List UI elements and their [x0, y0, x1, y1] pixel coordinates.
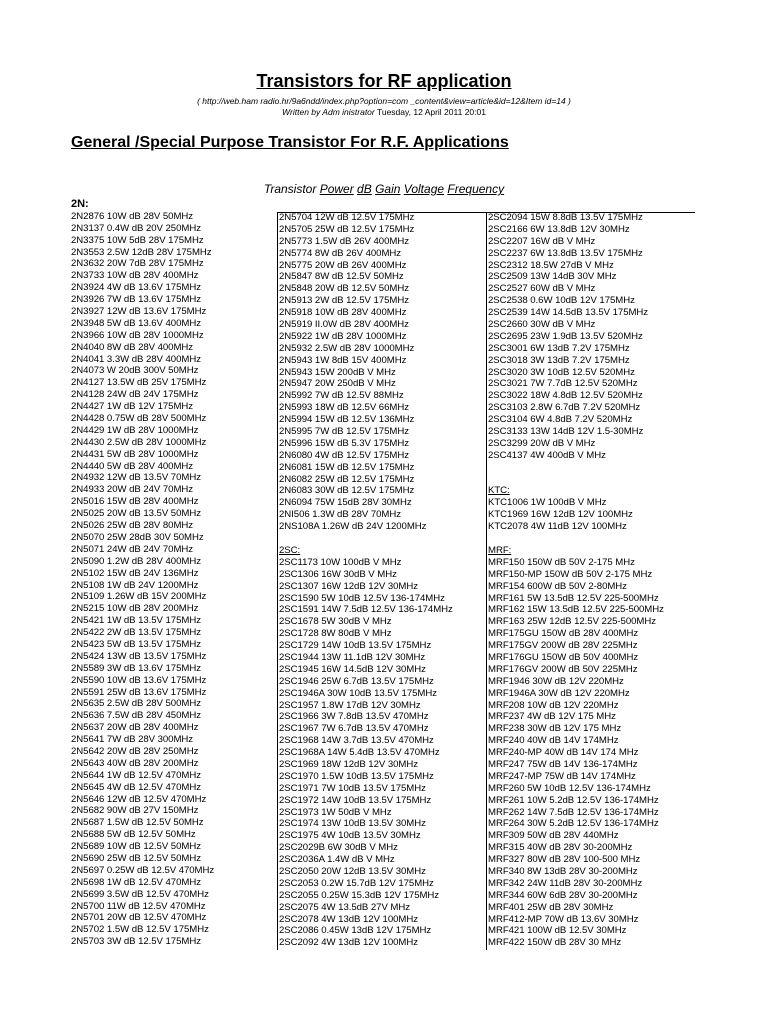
transistor-entry: 2N5645 4W dB 12.5V 470MHz [71, 781, 201, 793]
blank-line [488, 474, 664, 486]
transistor-entry: MRF261 10W 5.2dB 12.5V 136-174MHz [488, 794, 659, 806]
transistor-entry: 2N5682 90W dB 27V 150MHz [71, 805, 199, 817]
transistor-entry: 2N5943 1W 8dB 15V 400MHz [279, 354, 407, 366]
transistor-entry: 2SC3299 20W dB V MHz [488, 437, 596, 449]
transistor-entry: MRF162 15W 13.5dB 12.5V 225-500MHz [488, 604, 664, 616]
transistor-entry: MRF327 80W dB 28V 100-500 MHz [488, 854, 641, 866]
transistor-entry: MRF238 30W dB 12V 175 MHz [488, 723, 622, 735]
transistor-entry: 2SC1974 13W 10dB 13.5V 30MHz [279, 818, 426, 830]
byline-date: Tuesday, 12 April 2011 20:01 [376, 107, 486, 117]
transistor-entry: 2SC1966 3W 7.8dB 13.5V 470MHz [279, 711, 429, 723]
transistor-entry: 2SC2509 13W 14dB 30V MHz [488, 271, 617, 283]
transistor-entry: MRF1946 30W dB 12V 220MHz [488, 675, 624, 687]
blank-line [279, 533, 453, 545]
transistor-entry: MRF309 50W dB 28V 440MHz [488, 830, 619, 842]
transistor-entry: MRF208 10W dB 12V 220MHz [488, 699, 619, 711]
transistor-entry: 2SC2075 4W 13.5dB 27V MHz [279, 901, 411, 913]
transistor-entry: 2SC2055 0.25W 15.3dB 12V 175MHz [279, 889, 440, 901]
transistor-entry: 2N5071 24W dB 24V 70MHz [71, 543, 194, 555]
transistor-entry: 2N5026 25W dB 28V 80MHz [71, 520, 194, 532]
group-heading: 2SC: [279, 544, 301, 556]
transistor-entry: KTC2078 4W 11dB 12V 100MHz [488, 521, 627, 533]
group-heading: MRF: [488, 544, 512, 556]
transistor-entry: 2N5773 1.5W dB 26V 400MHz [279, 235, 409, 247]
transistor-entry: 2N5090 1.2W dB 28V 400MHz [71, 555, 201, 567]
transistor-entry: 2SC1729 14W 10dB 13.5V 175MHz [279, 640, 432, 652]
blank-line [488, 533, 664, 545]
transistor-entry: 2N5643 40W dB 28V 200MHz [71, 757, 199, 769]
transistor-entry: MRF260 5W 10dB 12.5V 136-174MHz [488, 782, 651, 794]
transistor-entry: 2N4429 1W dB 28V 1000MHz [71, 424, 199, 436]
transistor-entry: 2NS108A 1.26W dB 24V 1200MHz [279, 521, 427, 533]
transistor-entry: 2N5591 25W dB 13.6V 175MHz [71, 686, 207, 698]
transistor-entry: 2SC2036A 1.4W dB V MHz [279, 854, 395, 866]
transistor-entry: 2N5699 3.5W dB 12.5V 470MHz [71, 888, 209, 900]
transistor-entry: 2N5109 1.26W dB 15V 200MHz [71, 591, 207, 603]
transistor-entry: 2SC2660 30W dB V MHz [488, 319, 596, 331]
transistor-entry: 2SC3021 7W 7.7dB 12.5V 520MHz [488, 378, 638, 390]
transistor-entry: MRF237 4W dB 12V 175 MHz [488, 711, 616, 723]
transistor-entry: 2N5922 1W dB 28V 1000MHz [279, 330, 407, 342]
transistor-entry: 2N3927 12W dB 13.6V 175MHz [71, 306, 207, 318]
transistor-entry: 2N5687 1.5W dB 12.5V 50MHz [71, 817, 204, 829]
transistor-entry: 2N4427 1W dB 12V 175MHz [71, 401, 194, 413]
transistor-entry: 2SC3020 3W 10dB 12.5V 520MHz [488, 366, 635, 378]
transistor-entry: 2SC1969 18W 12dB 12V 30MHz [279, 758, 418, 770]
transistor-entry: 2SC2053 0.2W 15.7dB 12V 175MHz [279, 877, 434, 889]
transistor-entry: 2SC2094 15W 8.8dB 13.5V 175MHz [488, 212, 643, 223]
transistor-entry: 2SC2029B 6W 30dB V MHz [279, 842, 398, 854]
transistor-entry: 2SC1945 16W 14.5dB 12V 30MHz [279, 663, 426, 675]
transistor-entry: 2SC1970 1.5W 10dB 13.5V 175MHz [279, 770, 434, 782]
transistor-entry: 2SC1678 5W 30dB V MHz [279, 616, 392, 628]
transistor-entry: MRF247-MP 75W dB 14V 174MHz [488, 770, 636, 782]
transistor-entry: 2N5025 20W dB 13.5V 50MHz [71, 508, 201, 520]
transistor-entry: 2N5215 10W dB 28V 200MHz [71, 603, 199, 615]
transistor-entry: 2N5848 20W dB 12.5V 50MHz [279, 283, 409, 295]
transistor-entry: 2N3733 10W dB 28V 400MHz [71, 270, 199, 282]
transistor-entry: 2N5102 15W dB 24V 136MHz [71, 567, 199, 579]
transistor-entry: MRF342 24W 11dB 28V 30-200MHz [488, 877, 643, 889]
transistor-entry: 2N5689 10W dB 12.5V 50MHz [71, 841, 201, 853]
transistor-entry: 2SC1173 10W 100dB V MHz [279, 556, 402, 568]
transistor-entry: 2N5070 25W 28dB 30V 50MHz [71, 531, 204, 543]
transistor-entry: 2N5589 3W dB 13.6V 175MHz [71, 662, 201, 674]
transistor-entry: 2SC1973 1W 50dB V MHz [279, 806, 392, 818]
transistor-entry: 2N5422 2W dB 13.5V 175MHz [71, 627, 201, 639]
transistor-entry: 2SC2312 18.5W 27dB V MHz [488, 259, 614, 271]
group-heading: KTC: [488, 485, 510, 497]
transistor-entry: KTC1969 16W 12dB 12V 100MHz [488, 509, 633, 521]
transistor-entry: 2N4127 13.5W dB 25V 175MHz [71, 377, 207, 389]
transistor-entry: 2N5700 11W dB 12.5V 470MHz [71, 900, 206, 912]
transistor-entry: 2N4933 20W dB 24V 70MHz [71, 484, 194, 496]
transistor-entry: MRF264 30W 5.2dB 12.5V 136-174MHz [488, 818, 659, 830]
column-header-voltage: Voltage [403, 182, 445, 196]
transistor-entry: 2N3553 2.5W 12dB 28V 175MHz [71, 246, 212, 258]
transistor-entry: 2N5993 18W dB 12.5V 66MHz [279, 402, 409, 414]
transistor-entry: 2SC3001 6W 13dB 7.2V 175MHz [488, 342, 630, 354]
transistor-entry: 2N4040 8W dB 28V 400MHz [71, 341, 194, 353]
transistor-entry: 2N4073 W 20dB 300V 50MHz [71, 365, 199, 377]
transistor-entry: 2N5847 8W dB 12.5V 50MHz [279, 271, 404, 283]
transistor-entry: 2SC3133 13W 14dB 12V 1.5-30MHz [488, 426, 644, 438]
transistor-entry: 2SC1946 25W 6.7dB 13.5V 175MHz [279, 675, 434, 687]
transistor-entry: 2SC2237 6W 13.8dB 13.5V 175MHz [488, 247, 643, 259]
transistor-entry: 2SC1971 7W 10dB 13.5V 175MHz [279, 782, 426, 794]
transistor-entry: MRF175GU 150W dB 28V 400MHz [488, 628, 639, 640]
transistor-entry: 2N5919 II.0W dB 28V 400MHz [279, 319, 409, 331]
transistor-entry: 2N5703 3W dB 12.5V 175MHz [71, 936, 201, 948]
transistor-entry: 2N5697 0.25W dB 12.5V 470MHz [71, 864, 215, 876]
transistor-entry: 2N5996 15W dB 5.3V 175MHz [279, 437, 409, 449]
transistor-entry: 2N4430 2.5W dB 28V 1000MHz [71, 436, 207, 448]
transistor-entry: 2N5646 12W dB 12.5V 470MHz [71, 793, 207, 805]
transistor-entry: 2N5702 1.5W dB 12.5V 175MHz [71, 924, 209, 936]
column-header-transistor: Transistor [263, 182, 317, 196]
transistor-entry: 2N5698 1W dB 12.5V 470MHz [71, 876, 201, 888]
transistor-entry: 2N5590 10W dB 13.6V 175MHz [71, 674, 207, 686]
transistor-entry: 2N5688 5W dB 12.5V 50MHz [71, 829, 196, 841]
transistor-entry: MRF422 150W dB 28V 30 MHz [488, 937, 622, 949]
transistor-entry: 2N5108 1W dB 24V 1200MHz [71, 579, 199, 591]
transistor-entry: 2SC1306 16W 30dB V MHz [279, 568, 397, 580]
column-headers [0, 182, 768, 196]
transistor-entry: 2SC2050 20W 12dB 13.5V 30MHz [279, 865, 426, 877]
transistor-entry: MRF150-MP 150W dB 50V 2-175 MHz [488, 568, 653, 580]
transistor-entry: 2N5775 20W dB 26V 400MHz [279, 259, 407, 271]
transistor-column-2 [279, 212, 453, 949]
transistor-entry: 2N6080 4W dB 12.5V 175MHz [279, 449, 409, 461]
transistor-entry: 2SC1307 16W 12dB 12V 30MHz [279, 580, 418, 592]
transistor-entry: 2N3632 20W 7dB 28V 175MHz [71, 258, 204, 270]
transistor-entry: MRF340 8W 13dB 28V 30-200MHz [488, 865, 638, 877]
transistor-entry: 2SC1944 13W 11.1dB 12V 30MHz [279, 651, 426, 663]
transistor-entry: 2N5637 20W dB 28V 400MHz [71, 722, 199, 734]
transistor-entry: KTC1006 1W 100dB V MHz [488, 497, 607, 509]
transistor-entry: 2SC2092 4W 13dB 12V 100MHz [279, 937, 418, 949]
transistor-entry: MRF401 25W dB 28V 30MHz [488, 901, 614, 913]
transistor-entry: 2SC2538 0.6W 10dB 12V 175MHz [488, 295, 635, 307]
transistor-entry: 2SC2527 60W dB V MHz [488, 283, 596, 295]
transistor-entry: MRF421 100W dB 12.5V 30MHz [488, 925, 627, 937]
column-divider-2 [486, 212, 487, 950]
transistor-entry: 2N5913 2W dB 12.5V 175MHz [279, 295, 409, 307]
transistor-entry: 2N4440 5W dB 28V 400MHz [71, 460, 194, 472]
source-url: ( http://web.ham radio.hr/9a6ndd/index.php?option=com _content&view=article&id=12&Item id=14 ) [197, 96, 571, 106]
transistor-entry: 2N6094 75W 15dB 28V 30MHz [279, 497, 412, 509]
transistor-entry: MRF175GV 200W dB 28V 225MHz [488, 640, 638, 652]
transistor-entry: 2N5636 7.5W dB 28V 450MHz [71, 710, 201, 722]
transistor-entry: 2N5701 20W dB 12.5V 470MHz [71, 912, 207, 924]
transistor-entry: 2N5424 13W dB 13.5V 175MHz [71, 650, 207, 662]
transistor-entry: MRF161 5W 13.5dB 12.5V 225-500MHz [488, 592, 659, 604]
transistor-entry: 2N5932 2.5W dB 28V 1000MHz [279, 342, 415, 354]
transistor-entry: MRF247 75W dB 14V 136-174MHz [488, 758, 638, 770]
group-heading: 2N: [71, 198, 89, 210]
transistor-entry: 2N5644 1W dB 12.5V 470MHz [71, 769, 201, 781]
transistor-entry: 2N5918 10W dB 28V 400MHz [279, 307, 407, 319]
transistor-entry: 2SC1968A 14W 5.4dB 13.5V 470MHz [279, 747, 440, 759]
transistor-entry: 2SC2078 4W 13dB 12V 100MHz [279, 913, 418, 925]
transistor-entry: 2N4428 0.75W dB 28V 500MHz [71, 413, 207, 425]
transistor-entry: 2N5421 1W dB 13.5V 175MHz [71, 615, 201, 627]
transistor-entry: 2N5635 2.5W dB 28V 500MHz [71, 698, 201, 710]
transistor-entry: MRF163 25W 12dB 12.5V 225-500MHz [488, 616, 656, 628]
transistor-entry: 2N3966 10W dB 28V 1000MHz [71, 329, 204, 341]
transistor-entry: 2SC2166 6W 13.8dB 12V 30MHz [488, 223, 630, 235]
transistor-entry: 2N5016 15W dB 28V 400MHz [71, 496, 199, 508]
section-heading: General /Special Purpose Transistor For R.F. Applications [71, 134, 509, 151]
byline-author: Written by Adm inistrator [282, 107, 375, 117]
transistor-entry: 2N5943 15W 200dB V MHz [279, 366, 396, 378]
transistor-entry: 2N5705 25W dB 12.5V 175MHz [279, 223, 415, 235]
transistor-entry: 2NI506 1.3W dB 28V 70MHz [279, 509, 401, 521]
column-header-db: dB [357, 182, 372, 196]
transistor-entry: 2SC1590 5W 10dB 12.5V 136-174MHz [279, 592, 445, 604]
column-divider-1 [277, 212, 278, 950]
transistor-entry: 2N3137 0.4W dB 20V 250MHz [71, 222, 201, 234]
blank-line [488, 462, 664, 474]
transistor-entry: 2N5992 7W dB 12.5V 88MHz [279, 390, 404, 402]
transistor-entry: MRF154 600W dB 50V 2-80MHz [488, 580, 627, 592]
transistor-entry: 2N5642 20W dB 28V 250MHz [71, 745, 199, 757]
transistor-entry: 2SC2539 14W 14.5dB 13.5V 175MHz [488, 307, 649, 319]
column-header-gain: Gain [375, 182, 401, 196]
transistor-entry: 2N4041 3.3W dB 28V 400MHz [71, 353, 201, 365]
transistor-entry: 2SC2695 23W 1.9dB 13.5V 520MHz [488, 330, 643, 342]
transistor-entry: 2N3375 10W 5dB 28V 175MHz [71, 234, 204, 246]
transistor-entry: MRF262 14W 7.5dB 12.5V 136-174MHz [488, 806, 659, 818]
transistor-entry: 2N6082 25W dB 12.5V 175MHz [279, 473, 415, 485]
transistor-entry: 2SC1728 8W 80dB V MHz [279, 628, 392, 640]
transistor-entry: 2SC4137 4W 400dB V MHz [488, 449, 606, 461]
transistor-entry: MRF344 60W 6dB 28V 30-200MHz [488, 889, 638, 901]
transistor-entry: 2N4128 24W dB 24V 175MHz [71, 389, 199, 401]
transistor-entry: 2N5423 5W dB 13.5V 175MHz [71, 638, 201, 650]
transistor-entry: 2SC1946A 30W 10dB 13.5V 175MHz [279, 687, 437, 699]
transistor-entry: MRF240-MP 40W dB 14V 174 MHz [488, 747, 639, 759]
page-title: Transistors for RF application [256, 71, 512, 91]
transistor-entry: 2N4932 12W dB 13.5V 70MHz [71, 472, 201, 484]
transistor-entry: 2N5641 7W dB 28V 300MHz [71, 734, 194, 746]
transistor-entry: 2N4431 5W dB 28V 1000MHz [71, 448, 199, 460]
transistor-entry: MRF176GV 200W dB 50V 225MHz [488, 663, 638, 675]
transistor-entry: MRF240 40W dB 14V 174MHz [488, 735, 619, 747]
transistor-entry: MRF176GU 150W dB 50V 400MHz [488, 651, 639, 663]
transistor-entry: 2SC3103 2.8W 6.7dB 7.2V 520MHz [488, 402, 641, 414]
transistor-entry: 2SC1975 4W 10dB 13.5V 30MHz [279, 830, 421, 842]
transistor-entry: 2SC1967 7W 6.7dB 13.5V 470MHz [279, 723, 429, 735]
transistor-entry: 2N5774 8W dB 26V 400MHz [279, 247, 402, 259]
transistor-entry: 2SC2086 0.45W 13dB 12V 175MHz [279, 925, 432, 937]
transistor-entry: MRF1946A 30W dB 12V 220MHz [488, 687, 630, 699]
column-header-power: Power [319, 182, 354, 196]
transistor-entry: 2SC3022 18W 4.8dB 12.5V 520MHz [488, 390, 643, 402]
transistor-entry: 2SC3018 3W 13dB 7.2V 175MHz [488, 354, 630, 366]
transistor-entry: 2N5947 20W 250dB V MHz [279, 378, 396, 390]
transistor-entry: 2N2876 10W dB 28V 50MHz [71, 210, 194, 222]
transistor-column-1 [71, 199, 214, 948]
transistor-entry: 2SC1591 14W 7.5dB 12.5V 136-174MHz [279, 604, 453, 616]
transistor-entry: 2SC1957 1.8W 17dB 12V 30MHz [279, 699, 421, 711]
transistor-entry: 2SC3104 6W 4.8dB 7.2V 520MHz [488, 414, 633, 426]
transistor-entry: 2N5704 12W dB 12.5V 175MHz [279, 212, 415, 223]
transistor-entry: 2N6081 15W dB 12.5V 175MHz [279, 461, 415, 473]
transistor-entry: MRF315 40W dB 28V 30-200MHz [488, 842, 633, 854]
byline [0, 107, 768, 117]
transistor-entry: 2N5994 15W dB 12.5V 136MHz [279, 414, 415, 426]
transistor-column-3 [488, 212, 664, 949]
transistor-entry: 2N3924 4W dB 13.6V 175MHz [71, 282, 201, 294]
transistor-entry: 2SC2207 16W dB V MHz [488, 235, 596, 247]
transistor-entry: 2N5995 7W dB 12.5V 175MHz [279, 426, 409, 438]
transistor-entry: 2N3926 7W dB 13.6V 175MHz [71, 294, 201, 306]
transistor-entry: MRF150 150W dB 50V 2-175 MHz [488, 556, 635, 568]
column-header-frequency: Frequency [447, 182, 505, 196]
transistor-entry: 2N5690 25W dB 12.5V 50MHz [71, 852, 201, 864]
transistor-entry: 2SC1972 14W 10dB 13.5V 175MHz [279, 794, 432, 806]
transistor-entry: 2N3948 5W dB 13.6V 400MHz [71, 317, 201, 329]
transistor-entry: 2N6083 30W dB 12.5V 175MHz [279, 485, 415, 497]
transistor-entry: MRF412-MP 70W dB 13.6V 30MHz [488, 913, 639, 925]
transistor-entry: 2SC1968 14W 3.7dB 13.5V 470MHz [279, 735, 434, 747]
